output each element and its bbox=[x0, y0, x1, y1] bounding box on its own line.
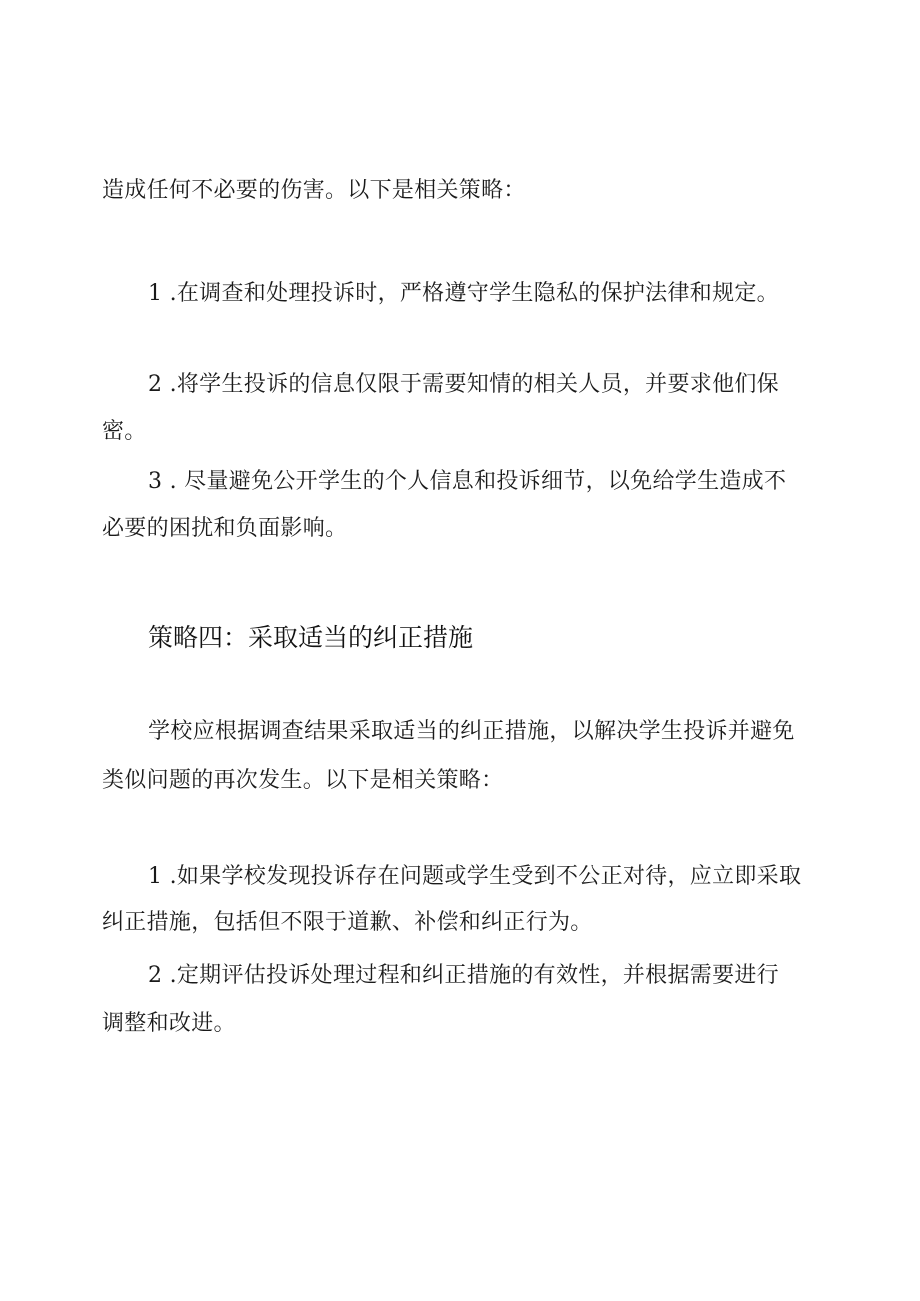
list-item-3: 3 . 尽量避免公开学生的个人信息和投诉细节，以免给学生造成不 bbox=[148, 469, 787, 494]
list-item-3-cont: 必要的困扰和负面影响。 bbox=[102, 516, 348, 541]
intro-line: 造成任何不必要的伤害。以下是相关策略： bbox=[102, 178, 526, 203]
list-item-4-2: 2 .定期评估投诉处理过程和纠正措施的有效性，并根据需要进行 bbox=[148, 963, 779, 988]
section-heading: 策略四：采取适当的纠正措施 bbox=[148, 623, 474, 652]
list-item-1: 1 .在调查和处理投诉时，严格遵守学生隐私的保护法律和规定。 bbox=[148, 281, 779, 306]
list-item-4-1: 1 .如果学校发现投诉存在问题或学生受到不公正对待，应立即采取 bbox=[148, 864, 802, 889]
list-item-4-1-cont: 纠正措施，包括但不限于道歉、补偿和纠正行为。 bbox=[102, 910, 593, 935]
list-item-2-cont: 密。 bbox=[102, 419, 147, 444]
paragraph-line: 学校应根据调查结果采取适当的纠正措施，以解决学生投诉并避免 bbox=[148, 719, 795, 744]
list-item-4-2-cont: 调整和改进。 bbox=[102, 1011, 236, 1036]
paragraph-line-cont: 类似问题的再次发生。以下是相关策略： bbox=[102, 768, 504, 793]
list-item-2: 2 .将学生投诉的信息仅限于需要知情的相关人员，并要求他们保 bbox=[148, 372, 779, 397]
